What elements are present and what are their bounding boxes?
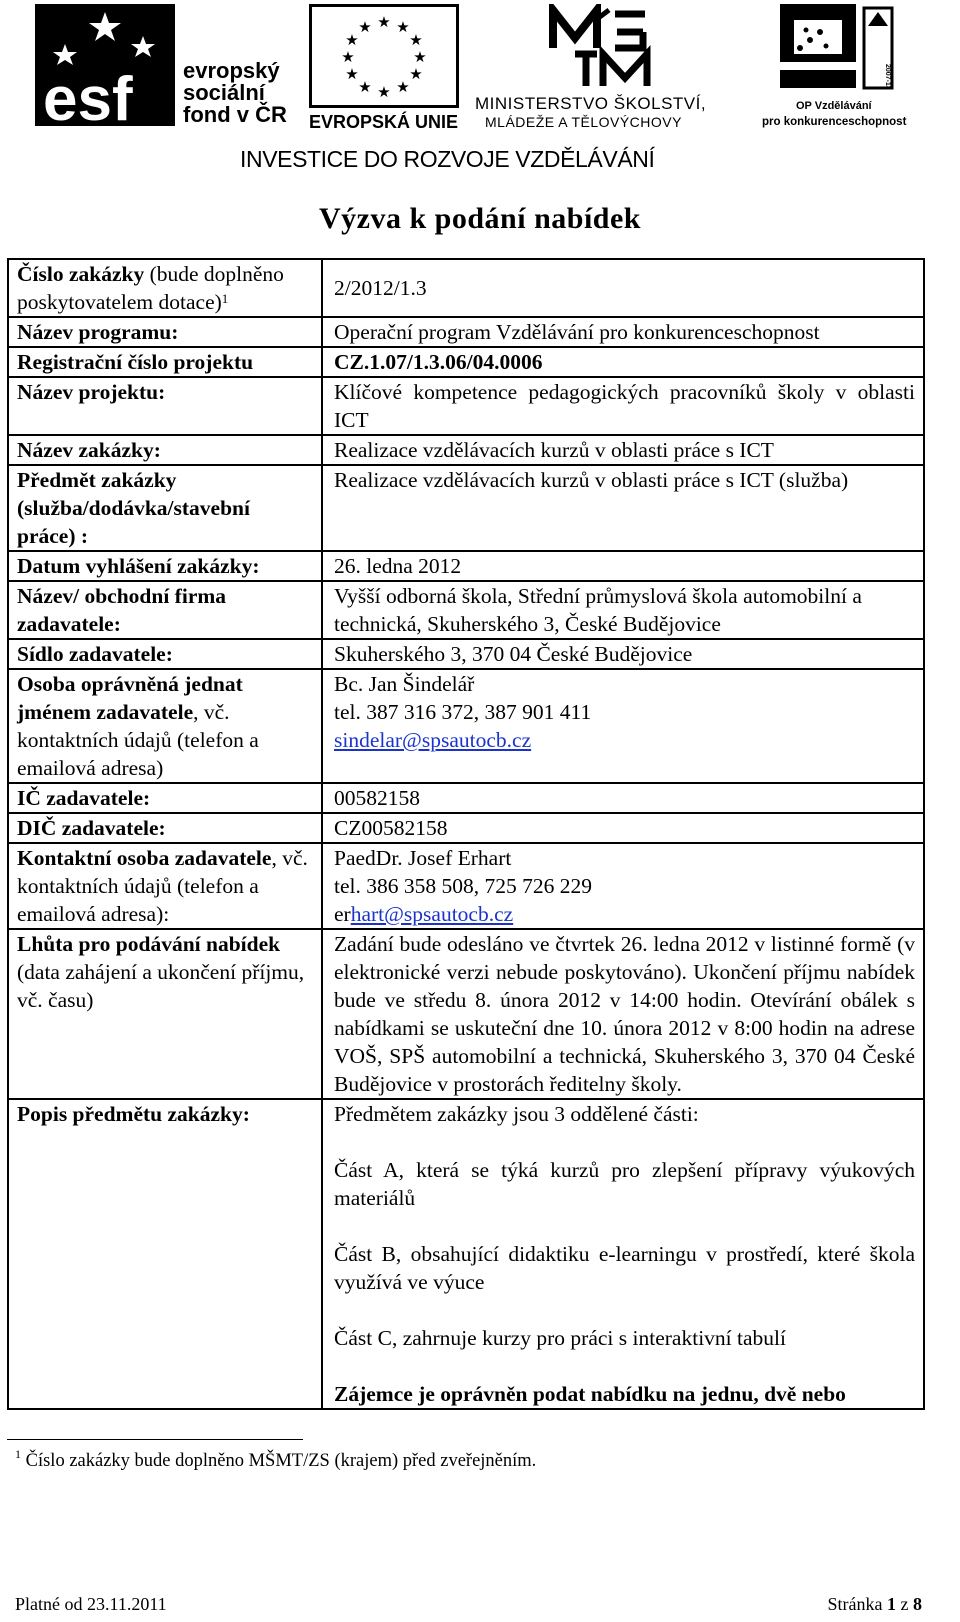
table-row [8, 813, 924, 843]
row-value: Klíčové kompetence pedagogických pracovníků školy v oblasti ICT [322, 377, 924, 435]
msmt-line-2: MLÁDEŽE A TĚLOVÝCHOVY [485, 114, 682, 130]
eu-text: EVROPSKÁ UNIE [309, 112, 459, 132]
table-row [8, 843, 924, 929]
svg-text:★: ★ [377, 83, 391, 101]
row-label: Sídlo zadavatele: [8, 639, 322, 669]
row-label: Lhůta pro podávání nabídek (data zahájení a ukončení příjmu, vč. času) [8, 929, 322, 1099]
esf-line-3: fond v ČR [183, 102, 287, 127]
svg-text:★: ★ [377, 13, 391, 31]
table-row [8, 377, 924, 435]
row-label: Osoba oprávněná jednat jménem zadavatele, vč. kontaktních údajů (telefon a emailová adresa) [8, 669, 322, 783]
row-value: 2/2012/1.3 [322, 259, 924, 317]
row-value: Zadání bude odesláno ve čtvrtek 26. ledna 2012 v listinné formě (v elektronické verzi nebude poskytováno). Ukončení příjmu nabídek bude ve středu 8. února 2012 v 14:00 hodin. Otevírání obálek s nabídkami se uskuteční dne 10. února 2012 v 8:00 hodin na adrese VOŠ, SPŠ automobilní a technická, Skuherského 3, 370 04 České Budějovice v prostorách ředitelny školy. [322, 929, 924, 1099]
svg-text:★: ★ [345, 65, 359, 83]
row-label: Název/ obchodní firma zadavatele: [8, 581, 322, 639]
row-value: 00582158 [322, 783, 924, 813]
msmt-line-1: MINISTERSTVO ŠKOLSTVÍ, [475, 94, 707, 113]
contact-email-prefix: er [334, 902, 351, 926]
footer-valid-from: Platné od 23.11.2011 [15, 1594, 167, 1614]
op-logo [760, 4, 940, 134]
row-label: Popis předmětu zakázky: [8, 1099, 322, 1409]
row-value: Realizace vzdělávacích kurzů v oblasti práce s ICT [322, 435, 924, 465]
tender-info-table [7, 258, 925, 1410]
op-mark-icon [780, 4, 900, 96]
row-value [322, 1099, 924, 1409]
row-label: IČ zadavatele: [8, 783, 322, 813]
row-label: Číslo zakázky (bude doplněno poskytovatelem dotace)$^1$ [8, 259, 322, 317]
description-part-c: Část C, zahrnuje kurzy pro práci s interaktivní tabulí [334, 1326, 786, 1350]
table-row [8, 929, 924, 1099]
svg-text:★: ★ [396, 18, 410, 36]
row-label: Datum vyhlášení zakázky: [8, 551, 322, 581]
footnote-number: 1 [15, 1447, 21, 1461]
esf-mark-icon [35, 4, 175, 126]
contact-phone: tel. 386 358 508, 725 726 229 [334, 874, 592, 898]
msmt-logo [475, 4, 745, 134]
contact-name: Bc. Jan Šindelář [334, 672, 475, 696]
svg-text:★: ★ [345, 31, 359, 49]
row-value: Vyšší odborná škola, Střední průmyslová škola automobilní a technická, Skuherského 3, České Budějovice [322, 581, 924, 639]
footer-page-number: Stránka 1 z 8 [827, 1594, 922, 1614]
row-value: 26. ledna 2012 [322, 551, 924, 581]
table-row [8, 435, 924, 465]
table-row [8, 317, 924, 347]
contact-email-link[interactable]: sindelar@spsautocb.cz [334, 728, 532, 752]
row-label: DIČ zadavatele: [8, 813, 322, 843]
investice-slogan: INVESTICE DO ROZVOJE VZDĚLÁVÁNÍ [240, 146, 655, 172]
esf-logo [35, 4, 295, 134]
svg-text:★: ★ [409, 65, 423, 83]
svg-text:★: ★ [341, 48, 355, 66]
row-label: Kontaktní osoba zadavatele, vč. kontaktních údajů (telefon a emailová adresa): [8, 843, 322, 929]
footnote-text: Číslo zakázky bude doplněno MŠMT/ZS (krajem) před zveřejněním. [25, 1451, 537, 1471]
contact-name: PaedDr. Josef Erhart [334, 846, 512, 870]
eu-logo [309, 4, 469, 132]
row-label: Název programu: [8, 317, 322, 347]
logo-header [0, 0, 960, 200]
footnote [15, 1447, 537, 1472]
row-value: CZ00582158 [322, 813, 924, 843]
row-value: Operační program Vzdělávání pro konkurenceschopnost [322, 317, 924, 347]
footnote-mark: 1 [221, 291, 229, 306]
description-part-b: Část B, obsahující didaktiku e-learningu v prostředí, které škola využívá ve výuce [334, 1242, 915, 1294]
svg-text:★: ★ [413, 48, 427, 66]
row-label: Registrační číslo projektu [8, 347, 322, 377]
row-value: Realizace vzdělávacích kurzů v oblasti práce s ICT (služba) [322, 465, 924, 551]
row-label: Předmět zakázky (služba/dodávka/stavební práce) : [8, 465, 322, 551]
document-title: Výzva k podání nabídek [319, 202, 641, 235]
row-label: Název projektu: [8, 377, 322, 435]
esf-line-1: evropský [183, 58, 280, 83]
svg-text:esf: esf [43, 65, 133, 126]
row-value [322, 843, 924, 929]
table-row [8, 783, 924, 813]
esf-line-2: sociální [183, 80, 265, 105]
table-row [8, 639, 924, 669]
description-part-a: Část A, která se týká kurzů pro zlepšení přípravy výukových materiálů [334, 1158, 915, 1210]
op-years: 2007-13 [884, 64, 891, 90]
msmt-mark-icon [545, 4, 675, 88]
table-row [8, 259, 924, 317]
op-line-2: pro konkurenceschopnost [762, 116, 907, 128]
table-row [8, 669, 924, 783]
contact-email-link[interactable]: hart@spsautocb.cz [350, 902, 514, 926]
description-closing: Zájemce je oprávněn podat nabídku na jednu, dvě nebo [334, 1382, 846, 1406]
description-intro: Předmětem zakázky jsou 3 oddělené části: [334, 1102, 699, 1126]
svg-text:★: ★ [409, 31, 423, 49]
table-row [8, 551, 924, 581]
table-row [8, 347, 924, 377]
eu-flag [309, 4, 459, 108]
table-row [8, 465, 924, 551]
table-row [8, 581, 924, 639]
op-line-1: OP Vzdělávání [796, 100, 872, 112]
row-value [322, 669, 924, 783]
svg-text:★: ★ [358, 78, 372, 96]
contact-phone: tel. 387 316 372, 387 901 411 [334, 700, 592, 724]
table-row [8, 1099, 924, 1409]
svg-text:★: ★ [358, 18, 372, 36]
eu-stars-icon [312, 7, 456, 105]
row-value: CZ.1.07/1.3.06/04.0006 [322, 347, 924, 377]
svg-text:★: ★ [396, 78, 410, 96]
footnote-divider [7, 1439, 303, 1440]
row-value: Skuherského 3, 370 04 České Budějovice [322, 639, 924, 669]
row-label: Název zakázky: [8, 435, 322, 465]
